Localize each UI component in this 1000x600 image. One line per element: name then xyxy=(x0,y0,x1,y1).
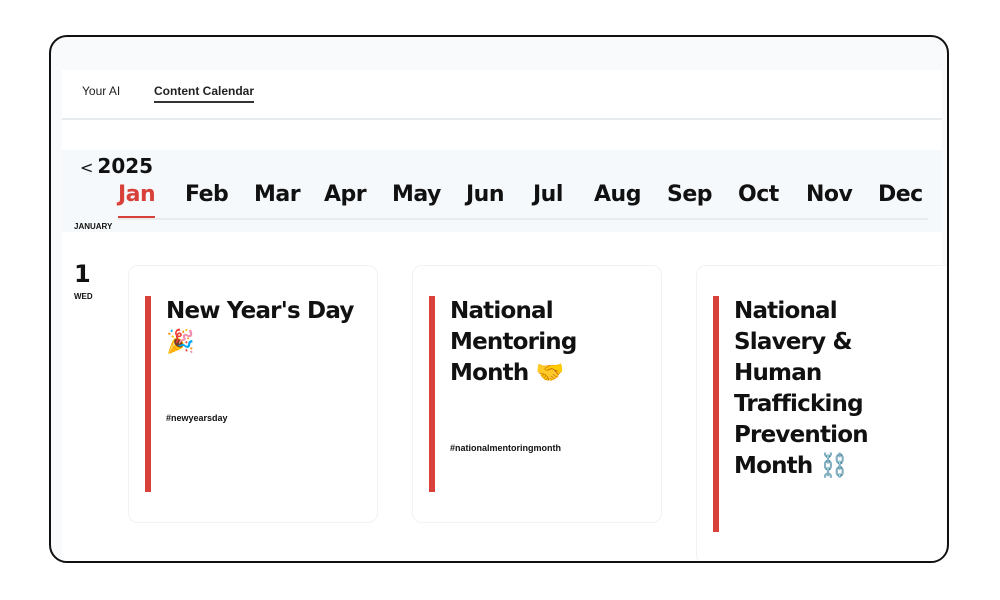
event-hashtag: #nationalmentoringmonth xyxy=(450,443,561,453)
year-selector xyxy=(80,154,153,178)
window-frame xyxy=(49,35,949,563)
event-card[interactable] xyxy=(412,265,662,523)
event-accent-bar xyxy=(429,296,435,492)
event-title: National Slavery & Human Trafficking Prevention Month ⛓️ xyxy=(734,298,868,479)
month-tab-apr[interactable]: Apr xyxy=(324,182,367,207)
month-tab-aug[interactable]: Aug xyxy=(594,182,641,207)
day-number: 1 xyxy=(74,260,91,288)
day-weekday: WED xyxy=(74,292,93,301)
tab-bar xyxy=(62,70,942,120)
previous-year-icon[interactable]: < xyxy=(80,158,94,177)
event-accent-bar xyxy=(145,296,151,492)
month-tab-may[interactable]: May xyxy=(392,182,441,207)
calendar-header xyxy=(62,150,942,232)
event-card[interactable] xyxy=(696,265,946,563)
event-title: New Year's Day 🎉 xyxy=(166,298,354,355)
tab-your-ai[interactable]: Your AI xyxy=(82,84,121,98)
month-tab-jul[interactable]: Jul xyxy=(533,182,563,207)
month-tab-jun[interactable]: Jun xyxy=(466,182,505,207)
event-accent-bar xyxy=(713,296,719,532)
month-tab-feb[interactable]: Feb xyxy=(185,182,229,207)
content-panel xyxy=(62,70,942,563)
month-label: JANUARY xyxy=(74,222,113,231)
month-tab-mar[interactable]: Mar xyxy=(254,182,301,207)
event-hashtag: #newyearsday xyxy=(166,413,228,423)
month-tab-sep[interactable]: Sep xyxy=(667,182,713,207)
month-tab-oct[interactable]: Oct xyxy=(738,182,779,207)
month-tab-dec[interactable]: Dec xyxy=(878,182,923,207)
year-label: 2025 xyxy=(97,154,154,178)
event-card[interactable] xyxy=(128,265,378,523)
month-tab-nov[interactable]: Nov xyxy=(806,182,853,207)
tab-content-calendar[interactable]: Content Calendar xyxy=(154,84,254,103)
month-tab-jan[interactable]: Jan xyxy=(118,182,155,218)
month-tabs xyxy=(118,182,928,220)
event-title: National Mentoring Month 🤝 xyxy=(450,298,577,386)
